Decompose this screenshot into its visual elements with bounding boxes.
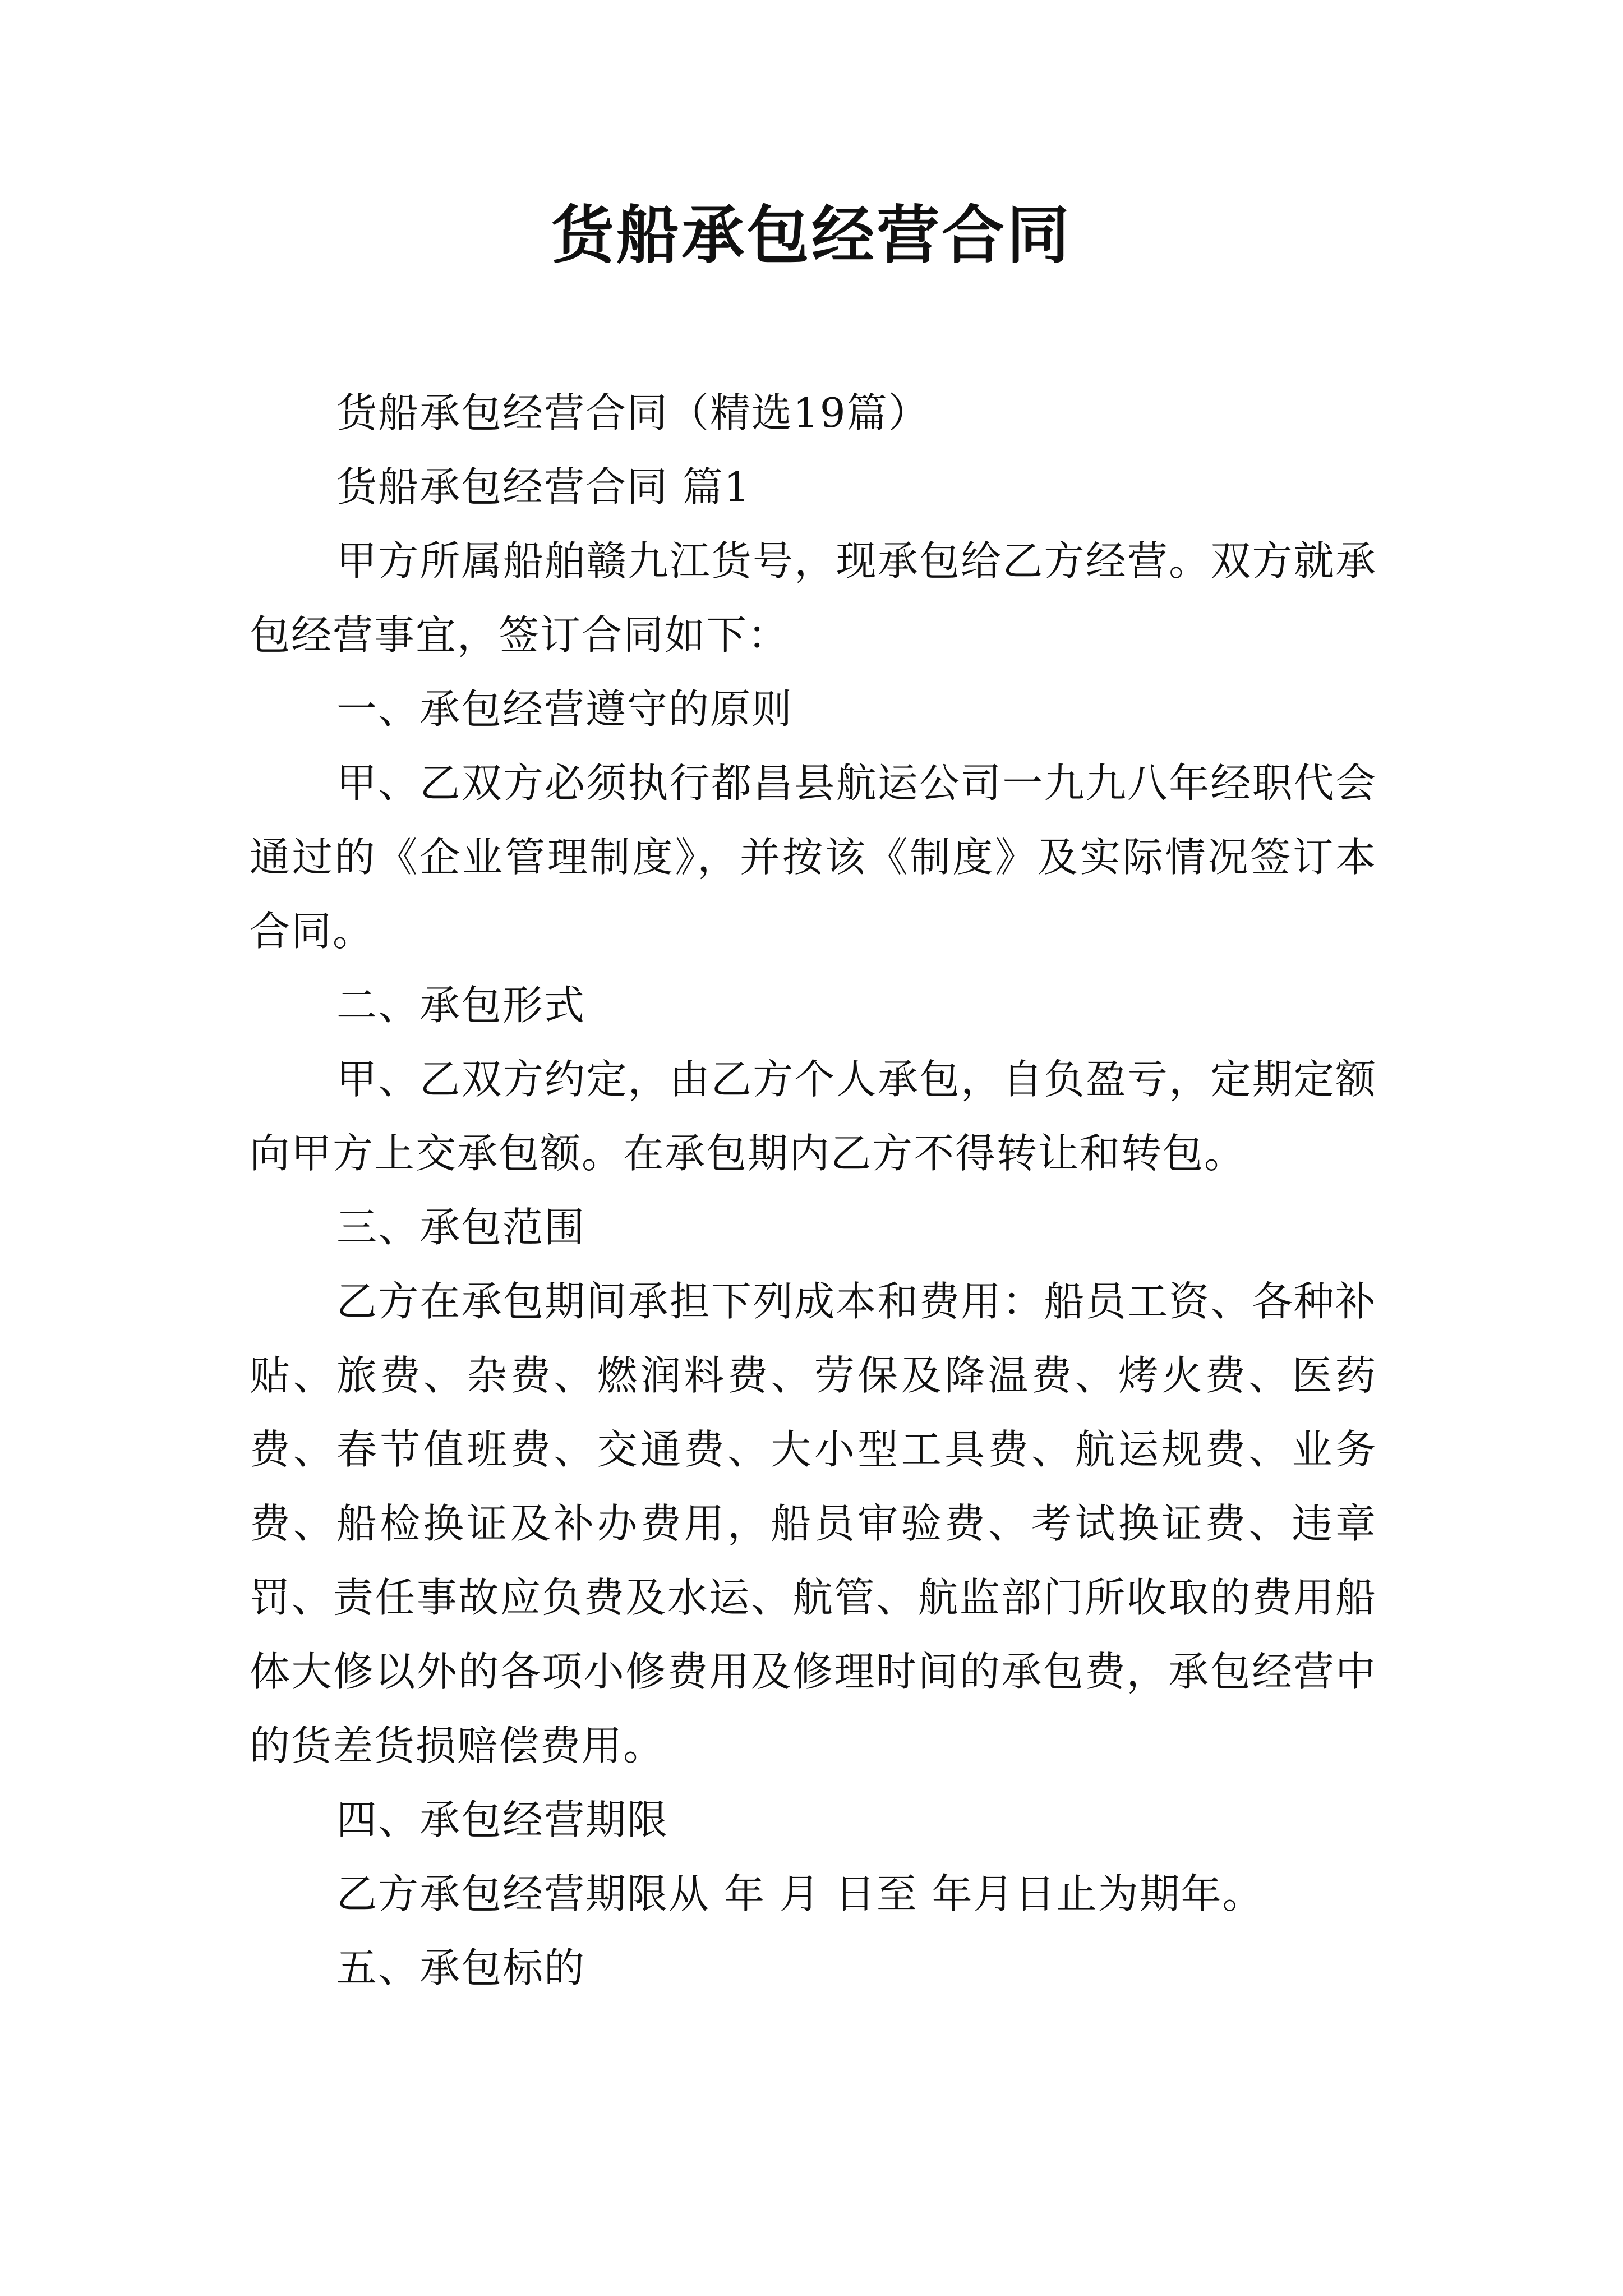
heading-principles: 一、承包经营遵守的原则 (336, 685, 794, 733)
document-body (250, 376, 1377, 2005)
paragraph-intro: 甲方所属船舶赣九江货号，现承包给乙方经营。双方就承包经营事宜，签订合同如下： (250, 537, 1377, 659)
paragraph-subtitle: 货船承包经营合同（精选19篇） (336, 389, 930, 436)
heading-scope: 三、承包范围 (336, 1204, 586, 1251)
paragraph-form: 甲、乙双方约定，由乙方个人承包，自负盈亏，定期定额向甲方上交承包额。在承包期内乙方不得转让和转包。 (250, 1056, 1377, 1177)
paragraph-section-heading: 货船承包经营合同 篇1 (336, 463, 751, 510)
heading-term: 四、承包经营期限 (336, 1796, 669, 1843)
paragraph-term: 乙方承包经营期限从 年 月 日至 年月日止为期年。 (336, 1870, 1264, 1917)
document-title: 货船承包经营合同 (551, 199, 1072, 272)
paragraph-principles: 甲、乙双方必须执行都昌县航运公司一九九八年经职代会通过的《企业管理制度》，并按该《制度》及实际情况签订本合同。 (250, 760, 1377, 955)
paragraph-scope: 乙方在承包期间承担下列成本和费用：船员工资、各种补贴、旅费、杂费、燃润料费、劳保及降温费、烤火费、医药费、春节值班费、交通费、大小型工具费、航运规费、业务费、船检换证及补办费用，船员审验费、考试换证费、违章罚、责任事故应负费及水运、航管、航监部门所收取的费用船体大修以外的各项小修费用及修理时间的承包费，承包经营中的货差货损赔偿费用。 (250, 1278, 1377, 1769)
heading-subject: 五、承包标的 (336, 1944, 586, 1991)
heading-form: 二、承包形式 (336, 982, 586, 1029)
